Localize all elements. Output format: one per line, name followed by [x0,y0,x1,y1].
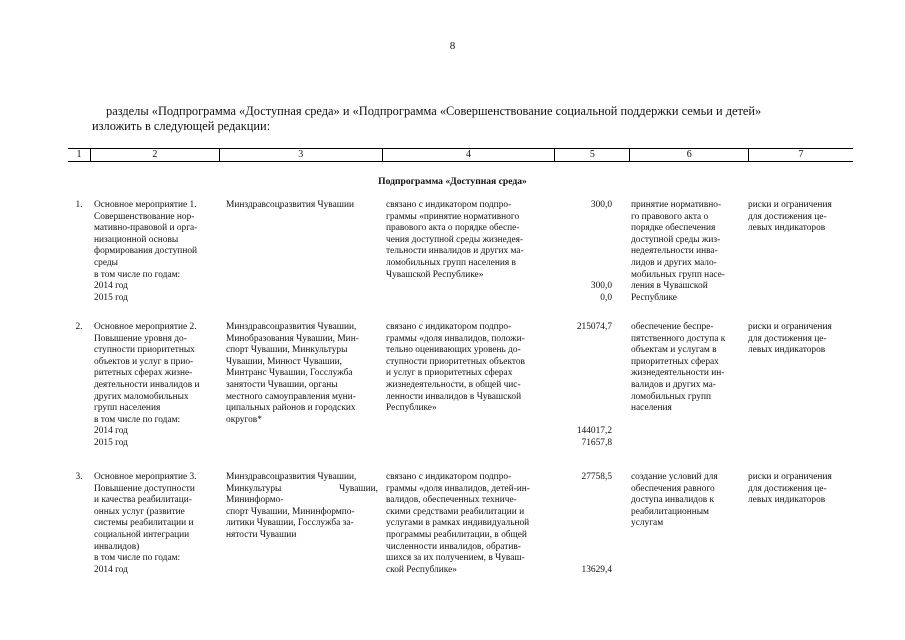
link-line: валидов, обеспеченных техниче- [386,495,517,506]
event-line: в том числе по годам: [94,414,181,425]
executors-cell [226,472,378,542]
year-label: 2015 год [94,292,128,303]
funding-cell [556,200,612,304]
risk-line: риски и ограничения [748,472,832,482]
link-line: ленности инвалидов в Чувашской [386,391,522,402]
event-line: Повышение доступности [94,483,195,494]
row-number: 2. [75,322,83,332]
link-line: скими средствами реабилитации и [386,506,525,517]
section-title: Подпрограмма «Доступная среда» [378,176,527,187]
event-line: Основное мероприятие 2. [94,322,197,332]
year-label: 2014 год [94,564,128,575]
header-cell-1: 1 [68,149,91,161]
event-cell [94,200,218,304]
event-line: онных услуг (развитие [94,506,185,517]
link-line: граммы «доля инвалидов, положи- [386,333,525,344]
executor-line: местного самоуправления муни- [226,391,356,402]
result-line: создание условий для [631,472,718,482]
result-line: объектам и услугам в [631,345,717,356]
link-line: Чувашской Республике» [386,269,484,280]
link-line: тельно оценивающих уровень до- [386,345,521,356]
header-cell-3: 3 [220,149,383,161]
executor-line: нятости Чувашии [226,529,297,540]
link-line: услугами в рамках индивидуальной [386,518,530,529]
result-line: го правового акта о [631,211,709,222]
event-line: в том числе по годам: [94,269,181,280]
executor-line: занятости Чувашии, органы [226,379,338,390]
page-number: 8 [449,40,456,52]
executor-line: литики Чувашии, Госслужба за- [226,518,354,529]
event-line: системы реабилитации и [94,518,194,529]
result-line: Республике [631,292,677,303]
funding-year: 0,0 [600,292,612,303]
header-cell-7: 7 [798,149,804,160]
header-cell-5: 5 [555,149,630,161]
event-line: деятельности инвалидов и [94,379,200,390]
event-line: низационной основы [94,234,179,245]
executor-line: спорт Чувашии, Мининформпо- [226,506,355,517]
executors-cell [226,200,378,212]
result-line: ломобильных групп [631,391,712,402]
result-line: лидов и других мало- [631,257,717,268]
link-line: шихся за их получением, в Чуваш- [386,553,525,564]
event-line: групп населения [94,403,161,414]
result-line: порядке обеспечения [631,223,716,234]
link-line: жизнедеятельности, в общей чис- [386,379,521,390]
link-line: ступности приоритетных объектов [386,356,525,367]
link-line: ломобильных групп населения в [386,257,516,268]
risk-line: левых индикаторов [748,223,826,234]
link-line: связано с индикатором подпро- [386,200,512,210]
executors-cell [226,322,378,426]
link-cell [386,472,554,576]
event-line: Основное мероприятие 1. [94,200,197,210]
risk-line: риски и ограничения [748,322,832,332]
result-cell [631,322,743,415]
funding-year: 300,0 [590,281,612,292]
event-line: ступности приоритетных [94,345,195,356]
event-line: в том числе по годам: [94,553,181,564]
link-line: правового акта о порядке обеспе- [386,223,520,234]
link-line: связано с индикатором подпро- [386,472,512,482]
link-line: граммы «принятие нормативного [386,211,520,222]
event-line: ритетных сферах жизне- [94,368,193,379]
result-cell [631,200,743,304]
header-cell-2: 2 [91,149,220,161]
header-cell-6: 6 [630,149,749,161]
executor-line: Чувашии, Минюст Чувашии, [226,356,343,367]
funding-year: 71657,8 [581,437,612,448]
event-cell [94,322,218,450]
result-line: приоритетных сферах [631,356,719,367]
result-line: мобильных групп насе- [631,269,725,280]
event-line: социальной интеграции [94,529,190,540]
result-line: обеспечение беспре- [631,322,714,332]
link-cell [386,322,554,415]
executor-line: Минкультуры Чувашии, Мининформо- [226,483,378,506]
result-line: пятственного доступа к [631,333,726,344]
result-line: доступа инвалидов к [631,495,715,506]
event-line: Совершенствование нор- [94,211,195,222]
executor-line: ципальных районов и городских [226,403,356,414]
executor-line: Минтранс Чувашии, Госслужба [226,368,353,379]
row-number: 3. [75,472,83,482]
risks-cell [748,472,853,507]
executor-line: округов* [226,414,262,425]
event-line: инвалидов) [94,541,140,552]
funding-total: 215074,7 [576,322,612,332]
risk-line: риски и ограничения [748,200,832,210]
executor-line: спорт Чувашии, Минкультуры [226,345,348,356]
year-label: 2014 год [94,426,128,437]
risks-cell [748,200,853,235]
result-line: жизнедеятельности ин- [631,368,725,379]
result-line: принятие нормативно- [631,200,722,210]
result-line: недеятельности инва- [631,246,718,257]
executor-line: Минздравсоцразвития Чувашии, [226,322,357,332]
event-line: формирования доступной [94,246,198,257]
event-cell [94,472,218,576]
header-cell-4: 4 [383,149,556,161]
risk-line: левых индикаторов [748,495,826,506]
row-number: 1. [75,200,83,210]
result-line: услугам [631,518,664,529]
link-cell [386,200,554,281]
event-line: мативно-правовой и орга- [94,223,198,234]
link-line: программы реабилитации, в общей [386,529,527,540]
result-line: населения [631,403,672,414]
funding-total: 27758,5 [581,472,612,482]
intro-line-2: изложить в следующей редакции: [92,119,271,133]
executor-line: Минздравсоцразвития Чувашии [226,200,355,210]
link-line: Республике» [386,403,437,414]
event-line: среды [94,257,118,268]
intro-paragraph [92,104,852,134]
intro-line-1: разделы «Подпрограмма «Доступная среда» и «Подпрограмма «Совершенствование социальной поддержки семьи и детей» [106,104,762,118]
link-line: связано с индикатором подпро- [386,322,512,332]
event-line: объектов и услуг в прио- [94,356,194,367]
link-line: и услуг в приоритетных сферах [386,368,513,379]
risk-line: для достижения це- [748,483,827,494]
risk-line: для достижения це- [748,333,827,344]
funding-year: 13629,4 [581,564,612,575]
event-line: и качества реабилитаци- [94,495,192,506]
risk-line: левых индикаторов [748,345,826,356]
result-cell [631,472,743,530]
executor-line: Минобразования Чувашии, Мин- [226,333,359,344]
result-line: ления в Чувашской [631,281,708,292]
year-label: 2015 год [94,437,128,448]
table-header [68,148,853,162]
funding-cell [556,322,612,450]
risk-line: для достижения це- [748,211,827,222]
event-line: Основное мероприятие 3. [94,472,197,482]
funding-year: 144017,2 [576,426,612,437]
link-line: чения доступной среды жизнедея- [386,234,524,245]
result-line: валидов и других ма- [631,379,716,390]
result-line: реабилитационным [631,506,709,517]
result-line: доступной среды жиз- [631,234,721,245]
link-line: ской Республике» [386,564,457,575]
result-line: обеспечения равного [631,483,715,494]
risks-cell [748,322,853,357]
funding-total: 300,0 [590,200,612,210]
executor-line: Минздравсоцразвития Чувашии, [226,472,357,482]
funding-cell [556,472,612,576]
link-line: численности инвалидов, обратив- [386,541,521,552]
event-line: Повышение уровня до- [94,333,187,344]
year-label: 2014 год [94,281,128,292]
link-line: граммы «доля инвалидов, детей-ин- [386,483,530,494]
link-line: тельности инвалидов и других ма- [386,246,524,257]
event-line: других маломобильных [94,391,189,402]
